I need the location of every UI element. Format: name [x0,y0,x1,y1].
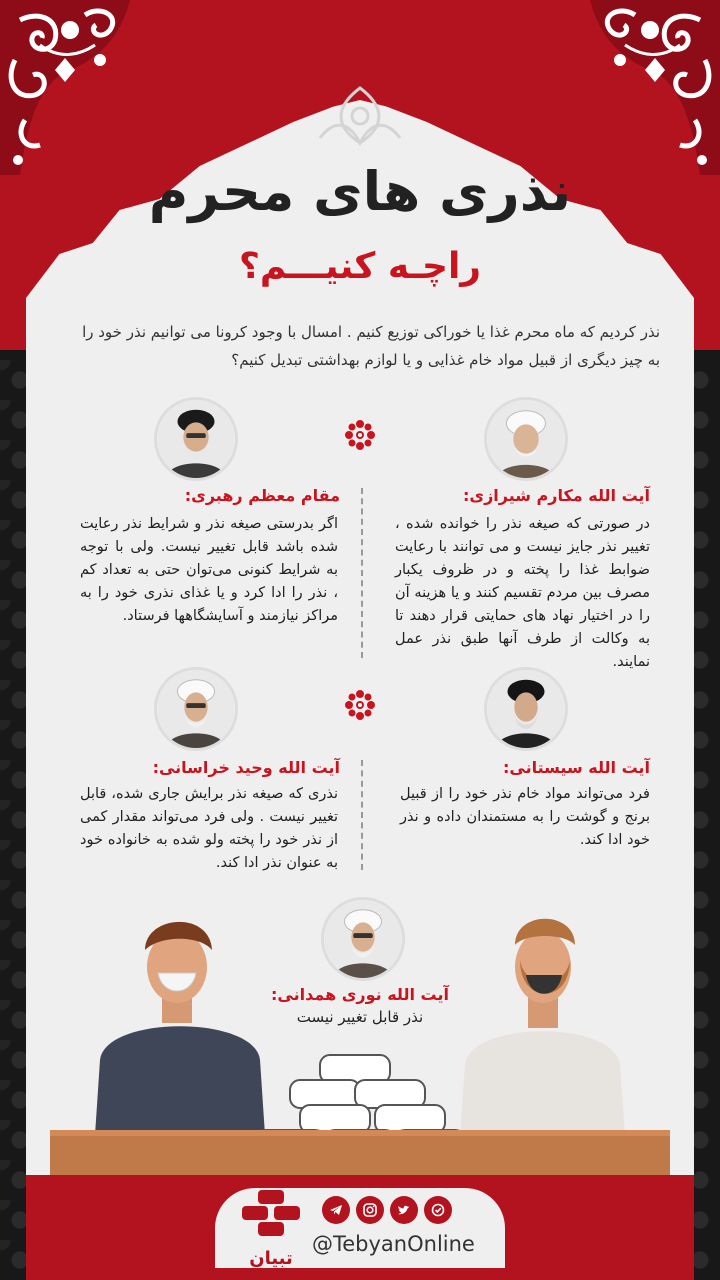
ruling-text-leader: اگر بدرستی صیغه نذر و شرایط نذر رعایت شده باشد قابل تغییر نیست. ولی با توجه به شرایط کنونی می‌توان حتی به تعداد کم ، نذر را ادا کرد و یا غذای نذری خود را به مراکز نیازمند و آسایشگاهها فرستاد. [80,516,338,624]
logo-text: تبیان [249,1248,293,1269]
portrait-makarem-shirazi [484,397,568,481]
person-left [95,922,265,1135]
flower-divider-icon [343,688,377,722]
ruling-name-vahid-khorasani: آیت الله وحید خراسانی: [152,758,340,777]
ruling-text-vahid-khorasani: نذری که صیغه نذر برایش جاری شده، قابل تغییر نیست . ولی فرد می‌تواند مقدار کمی از نذر خود را پخته ولو شده به خانواده خود به عنوان نذر ادا کند. [80,786,338,871]
ruling-text-nouri-hamedani: نذر قابل تغییر نیست [296,1008,424,1026]
ruling-text-makarem: در صورتی که صیغه نذر را خوانده شده ، تغییر نذر جایز نیست و می توانند با رعایت ضوابط غذا را پخته و در ظروف یکبار مصرف بین مردم تقسیم کنند و یا هزینه آن را در اختیار نهاد های حمایتی قرار دهند تا به وکالت از طرف آنها طبق نذر عمل نمایند. [395,516,650,670]
portrait-sistani [484,667,568,751]
ruling-name-sistani: آیت الله سیستانی: [503,758,650,777]
column-divider [361,760,363,870]
ruling-name-makarem: آیت الله مکارم شیرازی: [463,486,650,505]
telegram-icon[interactable] [322,1196,350,1224]
ruling-name-leader: مقام معظم رهبری: [184,486,340,505]
tebyan-logo[interactable] [236,1186,306,1274]
instagram-icon[interactable] [356,1196,384,1224]
ruling-name-nouri-hamedani: آیت الله نوری همدانی: [271,985,449,1004]
page-subtitle: راچـه کنیـــم؟ [238,246,482,287]
arch-ornament [300,78,420,158]
person-right [460,919,625,1135]
social-handle[interactable]: @TebyanOnline [312,1232,475,1256]
social-icons [322,1196,452,1224]
soroush-icon[interactable] [424,1196,452,1224]
ruling-text-sistani: فرد می‌تواند مواد خام نذر خود را از قبیل برنج و گوشت را به مستمندان داده و نذر خود ادا کند. [400,786,650,848]
portrait-leader [154,397,238,481]
ornament-corner-right [580,0,720,175]
page-title: نذری های محرم [148,160,572,223]
portrait-nouri-hamedani [321,897,405,981]
column-divider [361,488,363,658]
intro-question: نذر کردیم که ماه محرم غذا یا خوراکی توزیع کنیم . امسال با وجود کرونا می توانیم نذر خود را به چیز دیگری از قبیل مواد خام غذایی و یا لوازم بهداشتی تبدیل کنیم؟ [82,323,660,369]
twitter-icon[interactable] [390,1196,418,1224]
table [50,1130,670,1175]
ornament-corner-left [0,0,140,175]
portrait-vahid-khorasani [154,667,238,751]
flower-divider-icon [343,418,377,452]
